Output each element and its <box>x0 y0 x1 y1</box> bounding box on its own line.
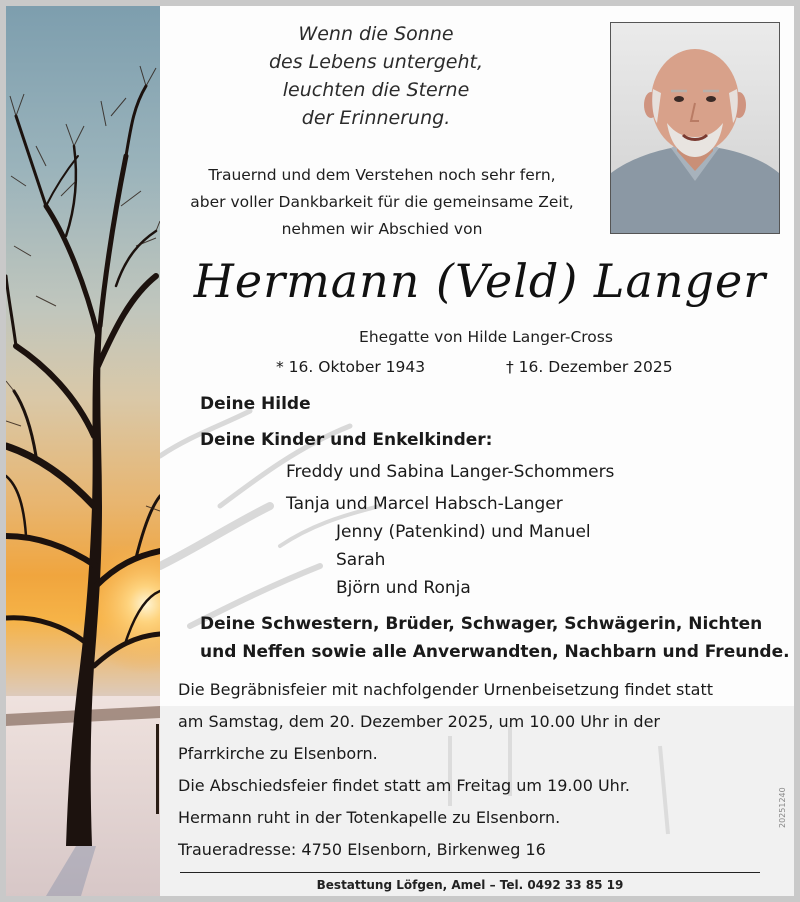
portrait-photo <box>610 22 780 234</box>
info-line: Pfarrkirche zu Elsenborn. <box>178 744 378 763</box>
deceased-name: Hermann (Veld) Langer <box>193 254 767 308</box>
birth-date: * 16. Oktober 1943 <box>276 358 426 376</box>
info-line: Die Begräbnisfeier mit nachfolgender Urnenbeisetzung findet statt <box>178 680 713 699</box>
spouse-line: Ehegatte von Hilde Langer-Cross <box>359 328 613 346</box>
address-line: Traueradresse: 4750 Elsenborn, Birkenweg 16 <box>178 840 546 859</box>
grandchild-line: Björn und Ronja <box>336 578 471 598</box>
poem-line: leuchten die Sterne <box>282 79 470 101</box>
poem-line: Wenn die Sonne <box>298 23 454 45</box>
relatives-line: Deine Schwestern, Brüder, Schwager, Schwägerin, Nichten <box>200 614 763 634</box>
relatives-line: und Neffen sowie alle Anverwandten, Nachbarn und Freunde. <box>200 642 790 662</box>
info-line: Hermann ruht in der Totenkapelle zu Elsenborn. <box>178 808 561 827</box>
intro-line: Trauernd und dem Verstehen noch sehr fern, <box>208 166 556 184</box>
intro-line: nehmen wir Abschied von <box>281 220 483 238</box>
info-line: am Samstag, dem 20. Dezember 2025, um 10.00 Uhr in der <box>178 712 660 731</box>
poem-line: der Erinnerung. <box>301 107 451 129</box>
funeral-home-footer: Bestattung Löfgen, Amel – Tel. 0492 33 85 19 <box>316 878 624 892</box>
children-heading: Deine Kinder und Enkelkinder: <box>200 430 493 450</box>
child-line: Freddy und Sabina Langer-Schommers <box>286 462 615 482</box>
child-line: Tanja und Marcel Habsch-Langer <box>286 494 563 514</box>
wife-line: Deine Hilde <box>200 394 311 414</box>
grandchild-line: Sarah <box>336 550 386 570</box>
sunset-tree-photo <box>6 6 160 896</box>
intro-line: aber voller Dankbarkeit für die gemeinsame Zeit, <box>190 193 574 211</box>
info-line: Die Abschiedsfeier findet statt am Freitag um 19.00 Uhr. <box>178 776 631 795</box>
intro-text <box>166 162 598 243</box>
obituary-notice <box>6 6 794 896</box>
death-date: † 16. Dezember 2025 <box>506 358 673 376</box>
footer-divider <box>180 872 760 873</box>
publication-code: 20251240 <box>778 787 787 828</box>
poem <box>246 20 506 132</box>
grandchild-line: Jenny (Patenkind) und Manuel <box>336 522 591 542</box>
poem-line: des Lebens untergeht, <box>268 51 483 73</box>
